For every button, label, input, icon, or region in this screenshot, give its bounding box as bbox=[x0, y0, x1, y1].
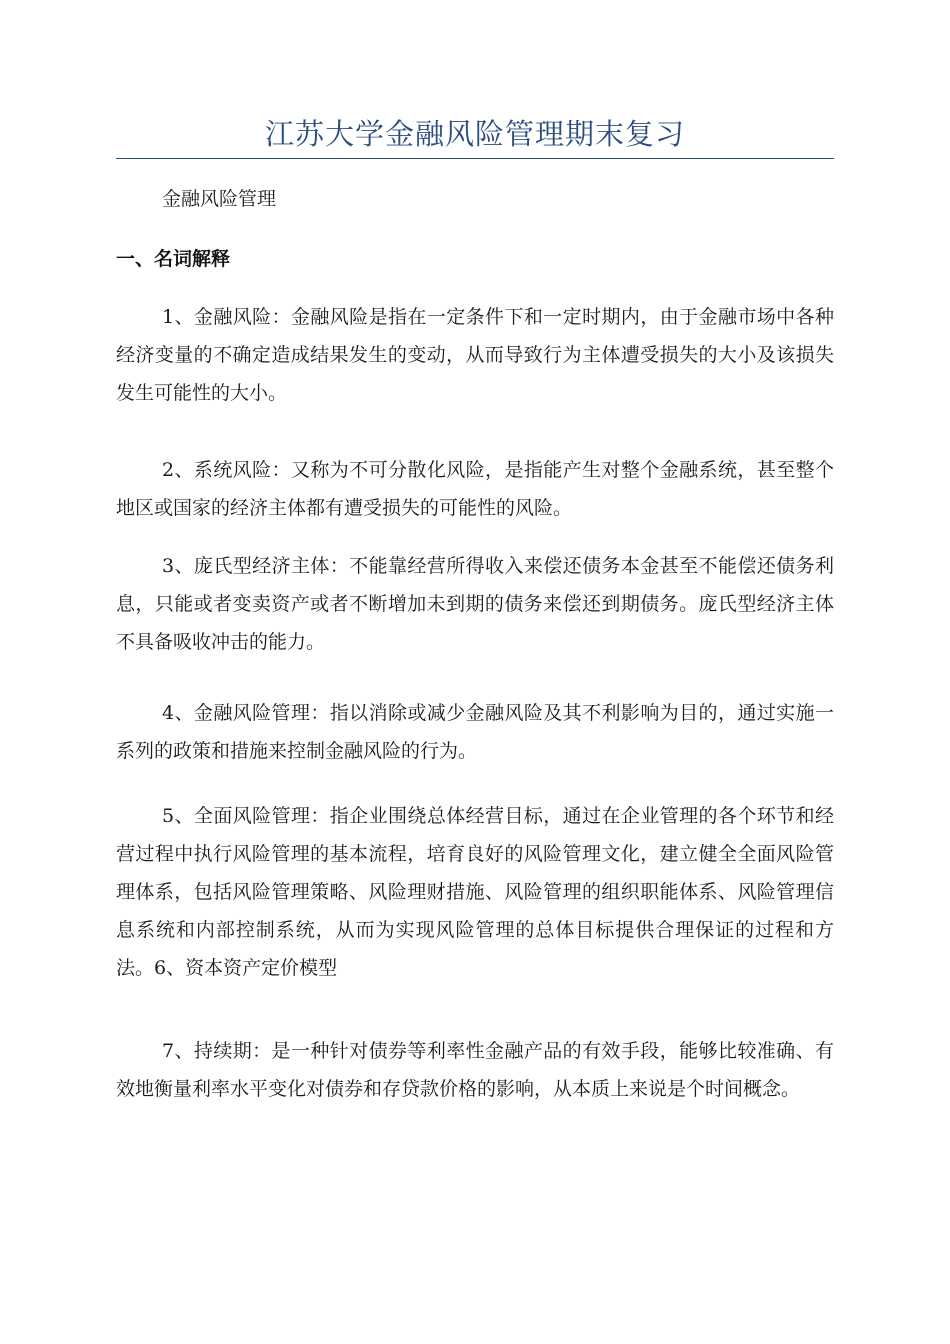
paragraph-term-3: 3、庞氏型经济主体：不能靠经营所得收入来偿还债务本金甚至不能偿还债务利息，只能或者变卖资产或者不断增加未到期的债务来偿还到期债务。庞氏型经济主体不具备吸收冲击的能力。 bbox=[116, 555, 834, 653]
document-subtitle: 金融风险管理 bbox=[162, 188, 277, 210]
paragraph-term-2: 2、系统风险：又称为不可分散化风险，是指能产生对整个金融系统，甚至整个地区或国家的经济主体都有遭受损失的可能性的风险。 bbox=[116, 459, 834, 519]
title-underline bbox=[116, 158, 834, 159]
paragraph-term-7: 7、持续期：是一种针对债券等利率性金融产品的有效手段，能够比较准确、有效地衡量利率水平变化对债券和存贷款价格的影响，从本质上来说是个时间概念。 bbox=[116, 1040, 834, 1100]
document-title: 江苏大学金融风险管理期末复习 bbox=[264, 117, 685, 151]
paragraph-term-4: 4、金融风险管理：指以消除或减少金融风险及其不利影响为目的，通过实施一系列的政策和措施来控制金融风险的行为。 bbox=[116, 702, 834, 762]
paragraph-term-5: 5、全面风险管理：指企业围绕总体经营目标，通过在企业管理的各个环节和经营过程中执行风险管理的基本流程，培育良好的风险管理文化，建立健全全面风险管理体系，包括风险管理策略、风险理财措施、风险管理的组织职能体系、风险管理信息系统和内部控制系统，从而为实现风险管理的总体目标提供合理保证的过程和方法。6、资本资产定价模型 bbox=[116, 805, 834, 979]
paragraph-term-1: 1、金融风险：金融风险是指在一定条件下和一定时期内，由于金融市场中各种经济变量的不确定造成结果发生的变动，从而导致行为主体遭受损失的大小及该损失发生可能性的大小。 bbox=[116, 306, 834, 404]
section-heading: 一、名词解释 bbox=[116, 248, 231, 270]
